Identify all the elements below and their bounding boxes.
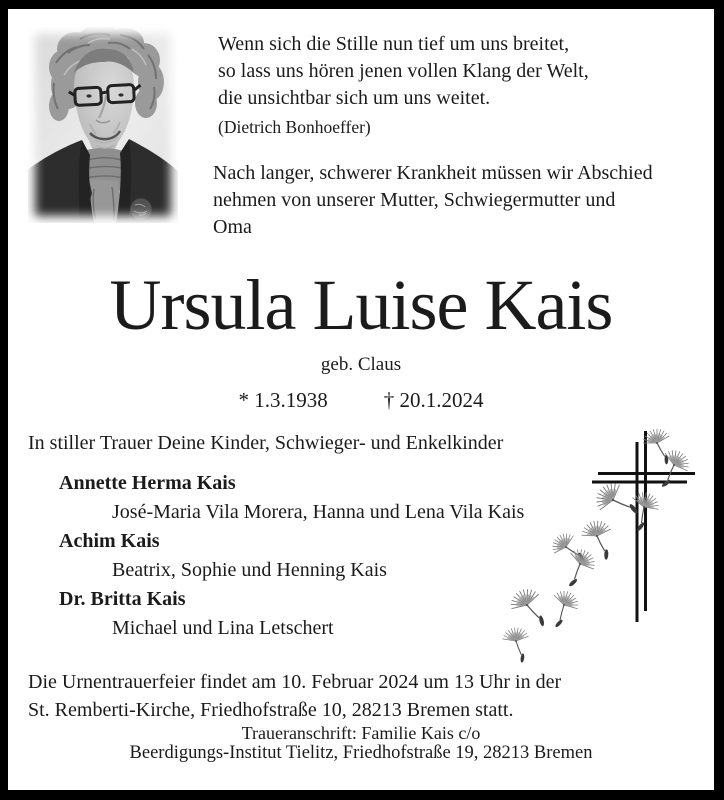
quote-line: so lass uns hören jenen vollen Klang der Welt, [218, 60, 589, 82]
dandelion-seed-icon [555, 544, 600, 592]
quote-line: Wenn sich die Stille nun tief um uns breitet, [218, 33, 570, 55]
intro-line: nehmen von unserer Mutter, Schwiegermutter und [213, 189, 616, 211]
quote-line: die unsichtbar sich um uns weitet. [218, 87, 491, 109]
service-line: Die Urnentrauerfeier findet am 10. Februar 2024 um 13 Uhr in der [28, 671, 562, 693]
dandelion-seed-icon [621, 488, 662, 535]
family-member-relatives: Michael und Lina Letschert [112, 617, 334, 639]
family-member-name: Annette Herma Kais [59, 472, 236, 494]
deceased-name: Ursula Luise Kais [109, 265, 613, 345]
intro-line: Nach langer, schwerer Krankheit müssen wir Abschied [213, 162, 653, 184]
portrait-photo [28, 27, 178, 223]
death-date: † 20.1.2024 [383, 388, 484, 412]
mourning-address-line: Beerdigungs-Institut Tielitz, Friedhofstraße 19, 28213 Bremen [129, 743, 593, 763]
dandelion-seed-icon [502, 627, 531, 665]
service-line: St. Remberti-Kirche, Friedhofstraße 10, 28213 Bremen statt. [28, 698, 514, 721]
dandelion-seeds [502, 426, 694, 665]
dandelion-seed-icon [541, 586, 583, 632]
quote-block [218, 31, 688, 112]
cross-and-dandelion-decoration [480, 410, 724, 670]
birth-name: geb. Claus [320, 354, 402, 375]
family-member-relatives: José-Maria Vila Morera, Hanna und Lena Vila Kais [112, 501, 525, 523]
service-info [28, 669, 648, 724]
dandelion-seed-icon [648, 445, 694, 493]
birth-date: * 1.3.1938 [238, 388, 328, 412]
intro-paragraph [213, 160, 703, 241]
mourning-line: In stiller Trauer Deine Kinder, Schwieger- und Enkelkinder [28, 432, 504, 454]
photo-soft-edge [28, 27, 178, 223]
quote-attribution: (Dietrich Bonhoeffer) [218, 117, 371, 137]
family-member-name: Achim Kais [59, 530, 160, 552]
dandelion-seed-icon [506, 584, 552, 635]
life-dates [0, 390, 722, 411]
intro-line: Oma [213, 216, 252, 238]
mourning-address-line: Traueranschrift: Familie Kais c/o [241, 723, 481, 743]
family-member-relatives: Beatrix, Sophie und Henning Kais [112, 559, 387, 581]
family-member-name: Dr. Britta Kais [59, 588, 186, 610]
